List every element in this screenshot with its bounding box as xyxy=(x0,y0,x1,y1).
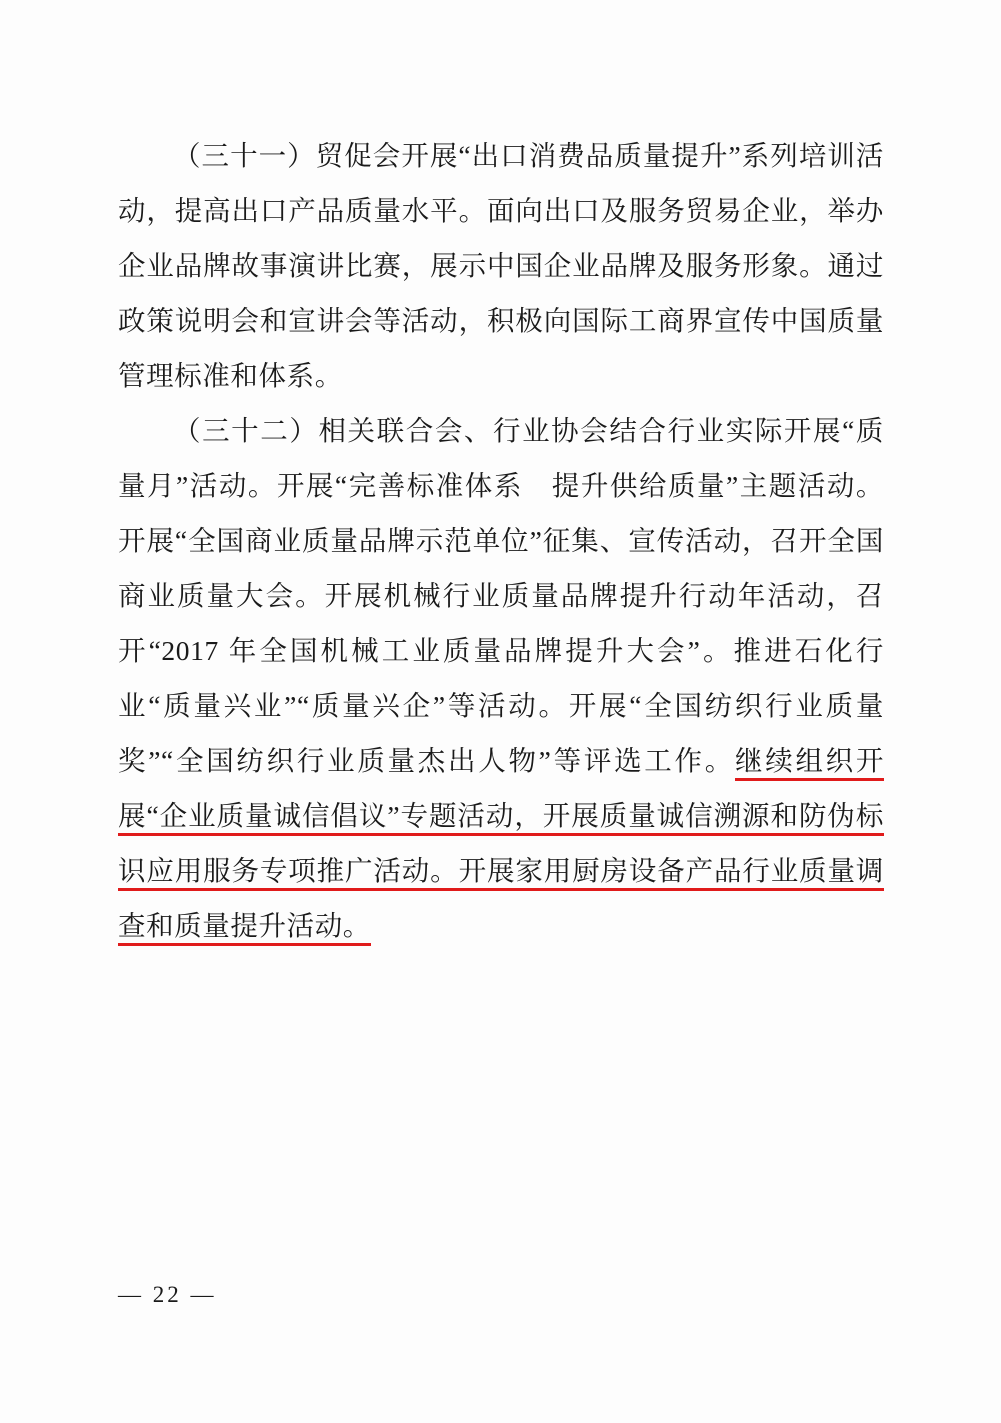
paragraph-thirty-two xyxy=(118,403,884,953)
page-number: — 22 — xyxy=(118,1282,217,1307)
paragraph-thirty-two-text: （三十二）相关联合会、行业协会结合行业实际开展“质量月”活动。开展“完善标准体系 提升供给质量”主题活动。开展“全国商业质量品牌示范单位”征集、宣传活动，召开全国商业质量大会。开展机械行业质量品牌提升行动年活动，召开“2017 年全国机械工业质量品牌提升大会”。推进石化行业“质量兴业”“质量兴企”等活动。开展“全国纺织行业质量奖”“全国纺织行业质量杰出人物”等评选工作。 xyxy=(118,415,884,776)
paragraph-thirty-one: （三十一）贸促会开展“出口消费品质量提升”系列培训活动，提高出口产品质量水平。面向出口及服务贸易企业，举办企业品牌故事演讲比赛，展示中国企业品牌及服务形象。通过政策说明会和宣讲会等活动，积极向国际工商界宣传中国质量管理标准和体系。 xyxy=(118,140,884,391)
page-body xyxy=(118,128,884,953)
red-underlined-passage: 继续组织开展“企业质量诚信倡议”专题活动，开展质量诚信溯源和防伪标识应用服务专项推广活动。开展家用厨房设备产品行业质量调查和质量提升活动。 xyxy=(118,745,884,946)
